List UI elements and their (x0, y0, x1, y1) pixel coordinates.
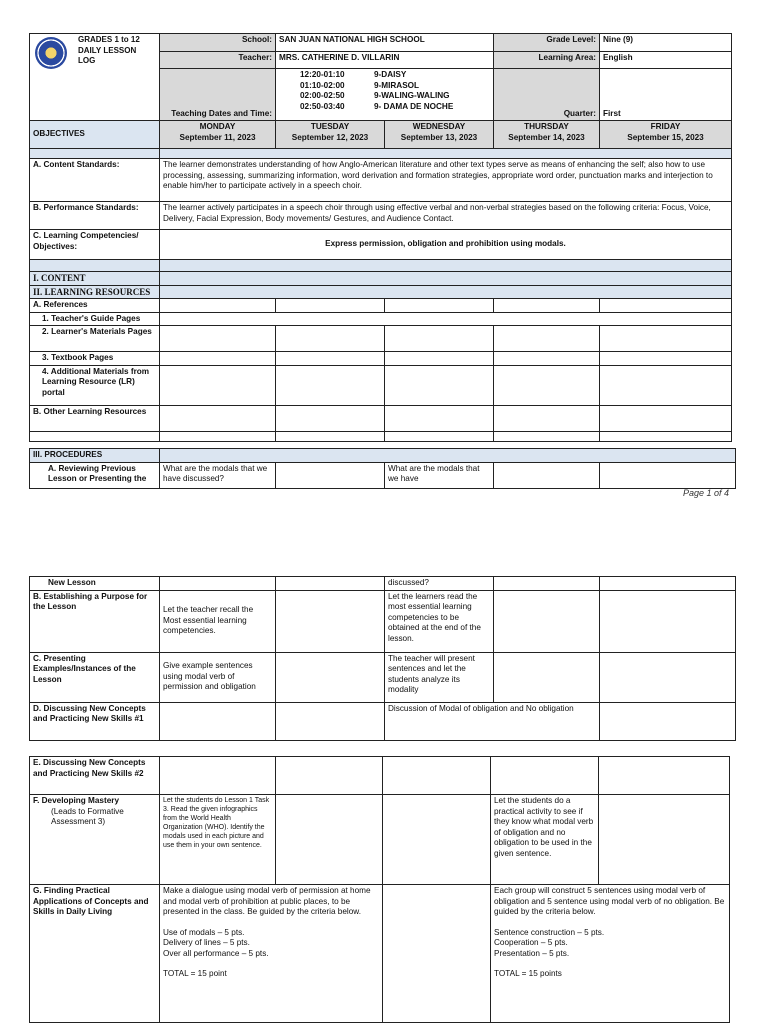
page-number: Page 1 of 4 (683, 488, 730, 498)
review-wednesday: What are the modals that we have (385, 462, 494, 488)
spacer-cell (30, 260, 160, 272)
procedures-table-p1 (29, 448, 736, 489)
other-resources-label: B. Other Learning Resources (30, 405, 160, 431)
quarter-value: First (600, 69, 732, 121)
discussing-1-label: D. Discussing New Concepts and Practicing New Skills #1 (30, 702, 160, 740)
presenting-wednesday: The teacher will present sentences and let the students analyze its modality (385, 652, 494, 702)
references-label: A. References (30, 299, 160, 313)
presenting-label: C. Presenting Examples/Instances of the Lesson (30, 652, 160, 702)
day-wednesday: WEDNESDAY September 13, 2023 (385, 121, 494, 149)
review-label: A. Reviewing Previous Lesson or Presenting the (30, 462, 160, 488)
lm-pages-label: 2. Learner's Materials Pages (30, 326, 160, 352)
day-friday: FRIDAY September 15, 2023 (600, 121, 732, 149)
school-label: School: (160, 34, 276, 52)
day-monday: MONDAY September 11, 2023 (160, 121, 276, 149)
grade-level-label: Grade Level: (494, 34, 600, 52)
day-tuesday: TUESDAY September 12, 2023 (276, 121, 385, 149)
purpose-wednesday: Let the learners read the most essential learning competencies to be obtained at the end of the lesson. (385, 590, 494, 652)
textbook-pages-label: 3. Textbook Pages (30, 352, 160, 366)
dll-title: GRADES 1 to 12 DAILY LESSON LOG (30, 34, 160, 121)
content-standards-label: A. Content Standards: (30, 159, 160, 202)
review-label-cont: New Lesson (30, 577, 160, 591)
procedures-table-p2 (29, 576, 736, 741)
purpose-monday: Let the teacher recall the Most essential learning competencies. (160, 590, 276, 652)
practical-thursday: Each group will construct 5 sentences using modal verb of obligation and 5 sentence using modal verb of no obligation. Be guided by the criteria below. Sentence construction – 5 pts. Cooperation – 5 pts. Presentation – 5 pts. TOTAL = 15 points (491, 885, 730, 1023)
practical-monday: Make a dialogue using modal verb of permission at home and modal verb of prohibition at public places, to be presented in the class. Be guided by the criteria below. Use of modals – 5 pts. Delivery of lines – 5 pts. Over all performance – 5 pts. TOTAL = 15 point (160, 885, 383, 1023)
spacer-cell (30, 149, 160, 159)
performance-standards-label: B. Performance Standards: (30, 202, 160, 230)
spacer-cell (160, 449, 736, 463)
mastery-label-cell: F. Developing Mastery (Leads to Formative Assessment 3) (30, 795, 160, 885)
procedures-table-p3 (29, 756, 730, 1023)
tg-pages-label: 1. Teacher's Guide Pages (30, 312, 160, 326)
performance-standards-text: The learner actively participates in a speech choir through using effective verbal and non-verbal strategies based on the following criteria: Focus, Voice, Delivery, Facial Expression, Body movements/ Gestures, and Audience Contact. (160, 202, 732, 230)
teacher-value: MRS. CATHERINE D. VILLARIN (276, 52, 494, 69)
teacher-label: Teacher: (160, 52, 276, 69)
presenting-monday: Give example sentences using modal verb of permission and obligation (160, 652, 276, 702)
mastery-monday: Let the students do Lesson 1 Task 3. Read the given infographics from the World Health Organization (WHO). Identify the modals used in each picture and use them in your own sentence. (160, 795, 276, 885)
competencies-label: C. Learning Competencies/ Objectives: (30, 230, 160, 260)
additional-materials-label: 4. Additional Materials from Learning Resource (LR) portal (30, 365, 160, 405)
teaching-dates-label: Teaching Dates and Time: (160, 69, 276, 121)
content-standards-text: The learner demonstrates understanding of how Anglo-American literature and other text types serve as means of enhancing the self; also how to use processing, assessing, summarizing information, word derivation and formation strategies, appropriate word order, punctuation marks and interjection to enable him/her to participate actively in a speech choir. (160, 159, 732, 202)
purpose-label: B. Establishing a Purpose for the Lesson (30, 590, 160, 652)
header-table (29, 33, 732, 121)
day-thursday: THURSDAY September 14, 2023 (494, 121, 600, 149)
discussing-1-wednesday: Discussion of Modal of obligation and No obligation (385, 702, 600, 740)
quarter-label: Quarter: (494, 69, 600, 121)
spacer-cell (160, 149, 732, 159)
school-value: SAN JUAN NATIONAL HIGH SCHOOL (276, 34, 494, 52)
competencies-text: Express permission, obligation and prohibition using modals. (160, 230, 732, 260)
procedures-heading: III. PROCEDURES (30, 449, 160, 463)
learning-area-label: Learning Area: (494, 52, 600, 69)
review-wednesday-cont: discussed? (385, 577, 494, 591)
review-monday: What are the modals that we have discussed? (160, 462, 276, 488)
objectives-heading: OBJECTIVES (30, 121, 160, 149)
discussing-2-label: E. Discussing New Concepts and Practicing New Skills #2 (30, 757, 160, 795)
objectives-table (29, 120, 732, 442)
grade-level-value: Nine (9) (600, 34, 732, 52)
content-heading: I. CONTENT (30, 272, 160, 286)
learning-resources-heading: II. LEARNING RESOURCES (30, 285, 160, 299)
spacer-cell (160, 272, 732, 286)
learning-area-value: English (600, 52, 732, 69)
practical-label: G. Finding Practical Applications of Concepts and Skills in Daily Living (30, 885, 160, 1023)
spacer-cell (160, 260, 732, 272)
mastery-thursday: Let the students do a practical activity to see if they know what modal verb of obligation and no obligation to be used in the given sentence. (491, 795, 599, 885)
spacer-cell (160, 285, 732, 299)
schedule-list: 12:20-01:10 9-DAISY 01:10-02:00 9-MIRASOL 02:00-02:50 9-WALING-WALING 02:50-03:40 9- DAMA DE NOCHE (276, 69, 494, 121)
